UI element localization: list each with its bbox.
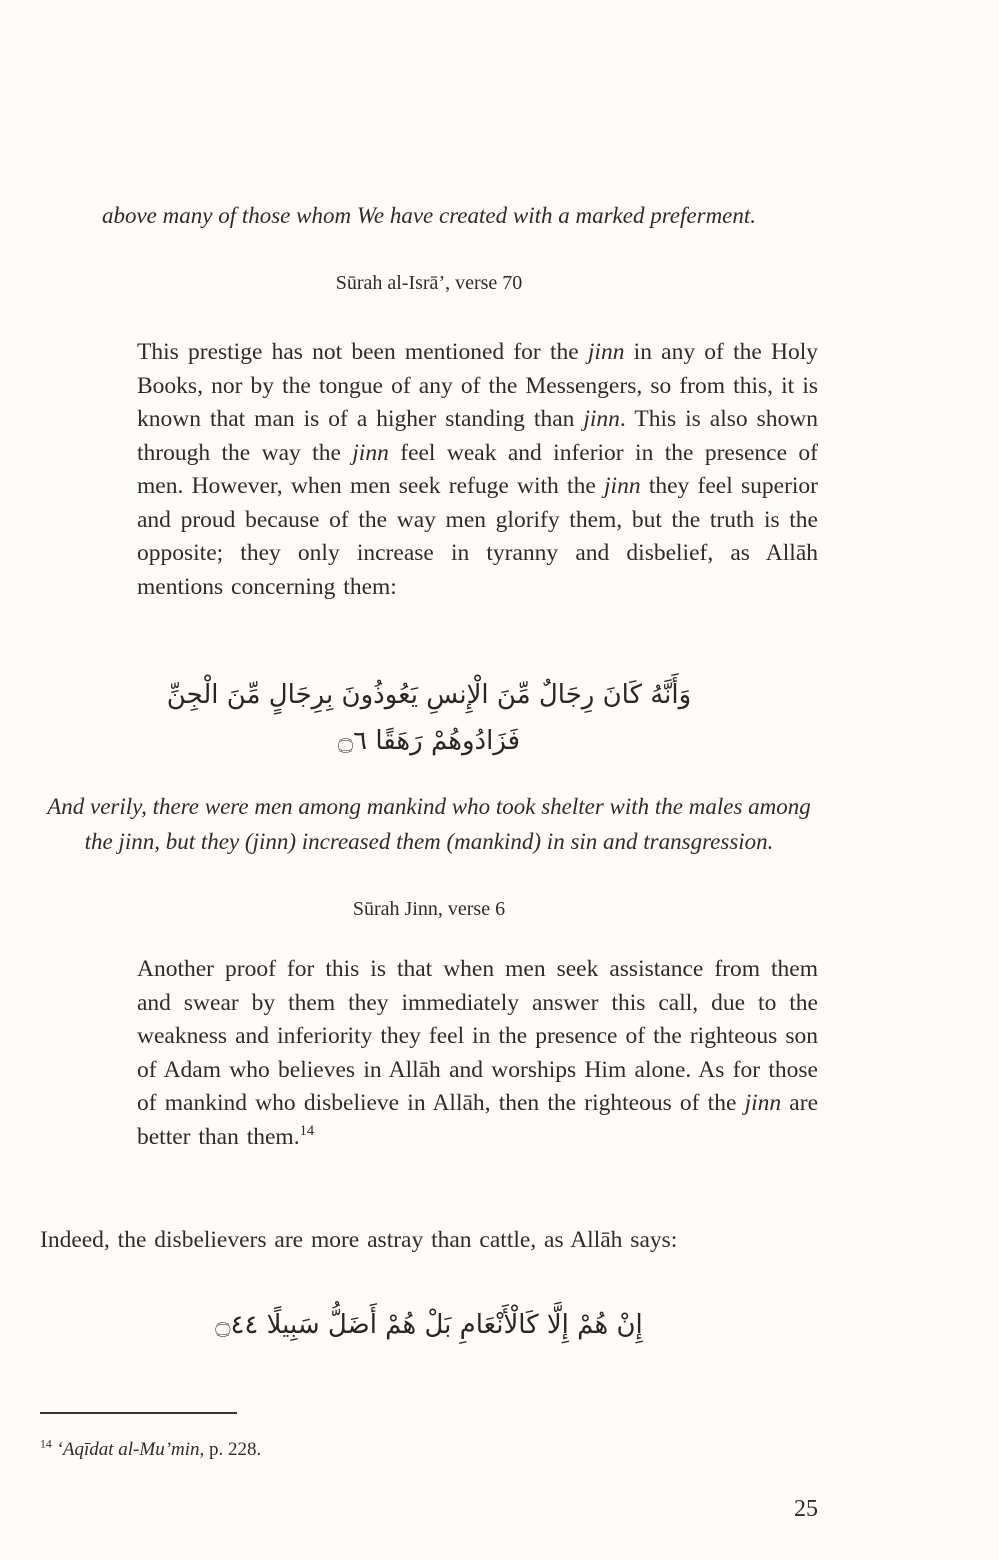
body-paragraph-1: This prestige has not been mentioned for the jinn in any of the Holy Books, nor by the tongue of any of the Messengers, so from this, it is known that man is of a higher standing than jinn. This is also shown through the way the jinn feel weak and inferior in the presence of men. However, when men seek refuge with the jinn they feel superior and proud because of the way men glorify them, but the truth is the opposite; they only increase in tyranny and disbelief, as Allāh mentions concerning them:: [137, 339, 819, 600]
page-number: 25: [794, 1496, 818, 1522]
arabic-verse-1: [40, 672, 818, 764]
translation-quote: And verily, there were men among mankind who took shelter with the males among the jinn, but they (jinn) increased them (mankind) in sin and transgression.: [47, 794, 811, 854]
footnote-divider: [40, 1412, 237, 1414]
arabic-verse-2: إِنْ هُمْ إِلَّا كَالْأَنْعَامِ بَلْ هُمْ أَضَلُّ سَبِيلًا ۝٤٤: [215, 1310, 643, 1340]
arabic-verse-1-line-2: فَزَادُوهُمْ رَهَقًا ۝٦: [337, 726, 521, 756]
footnote: $^{14}$ ‘Aqīdat al-Mu’min, p. 228.: [40, 1437, 262, 1460]
body-paragraph-3: Indeed, the disbelievers are more astray than cattle, as Allāh says:: [40, 1227, 678, 1253]
opening-quote-source: Sūrah al-Isrā’, verse 70: [335, 272, 523, 294]
translation-quote-source: Sūrah Jinn, verse 6: [352, 898, 506, 920]
body-paragraph-2: Another proof for this is that when men seek assistance from them and swear by them they immediately answer this call, due to the weakness and inferiority they feel in the presence of the righteous son of Adam who believes in Allāh and worships Him alone. As for those of mankind who disbelieve in Allāh, then the righteous of the jinn are better than them.$^{14}$: [137, 956, 818, 1150]
arabic-verse-1-line-1: وَأَنَّهُ كَانَ رِجَالٌ مِّنَ الْإِنسِ يَعُوذُونَ بِرِجَالٍ مِّنَ الْجِنِّ: [166, 680, 692, 710]
opening-quote: above many of those whom We have created with a marked preferment.: [101, 203, 757, 228]
